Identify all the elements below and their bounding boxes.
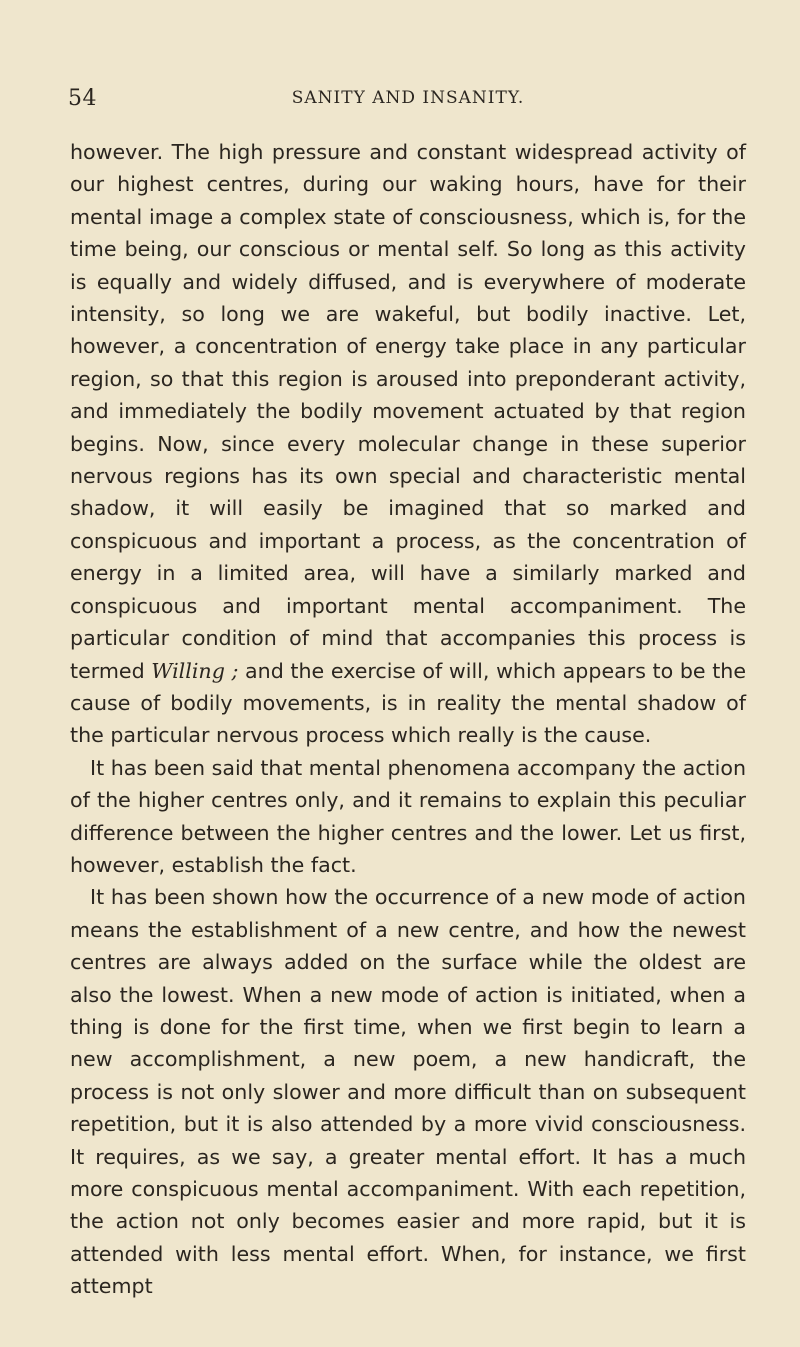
paragraph: It has been said that mental phenomena accompany the action of the higher centres only, and it remains to explain this peculiar difference between the higher centres and the lower. Let us first, however, establish the fact. [70, 755, 746, 877]
running-title: SANITY AND INSANITY. [291, 88, 525, 108]
paragraph: It has been shown how the occurrence of a new mode of action means the establishment of a new centre, and how the newest centres are always added on the surface while the oldest are also the lowest. When a new mode of action is initiated, when a thing is done for the first time, when we first begin to learn a new accomplishment, a new poem, a new handicraft, the process is not only slower and more difficult than on subsequent repetition, but it is also attended by a more vivid consciousness. It requires, as we say, a greater mental effort. It has a much more conspicuous mental accompaniment. With each repetition, the action not only becomes easier and more rapid, but it is attended with less mental effort. When, for instance, we first attempt [70, 885, 746, 1299]
paragraph-text: and the exercise of will, which appears to be the cause of bodily movements, is in reality the mental shadow of the particular nervous process which really is the cause. [70, 658, 746, 748]
body-text [70, 136, 746, 1303]
paragraph [70, 136, 746, 752]
running-head [68, 86, 748, 116]
page-number: 54 [68, 86, 97, 111]
paragraph-text: however. The high pressure and constant widespread activity of our highest centres, during our waking hours, have for their mental image a complex state of consciousness, which is, for the time being, our conscious or mental self. So long as this activity is equally and widely diffused, and is everywhere of moderate intensity, so long we are wakeful, but bodily inactive. Let, however, a concentration of energy take place in any particular region, so that this region is aroused into preponderant activity, and immediately the bodily movement actuated by that region begins. Now, since every molecular change in these superior nervous regions has its own special and characteristic mental shadow, it will easily be imagined that so marked and conspicuous and important a process, as the concentration of energy in a limited area, will have a similarly marked and conspicuous and important mental accompaniment. The particular condition of mind that accompanies this process is termed [70, 140, 746, 683]
italic-term: Willing ; [151, 658, 239, 683]
